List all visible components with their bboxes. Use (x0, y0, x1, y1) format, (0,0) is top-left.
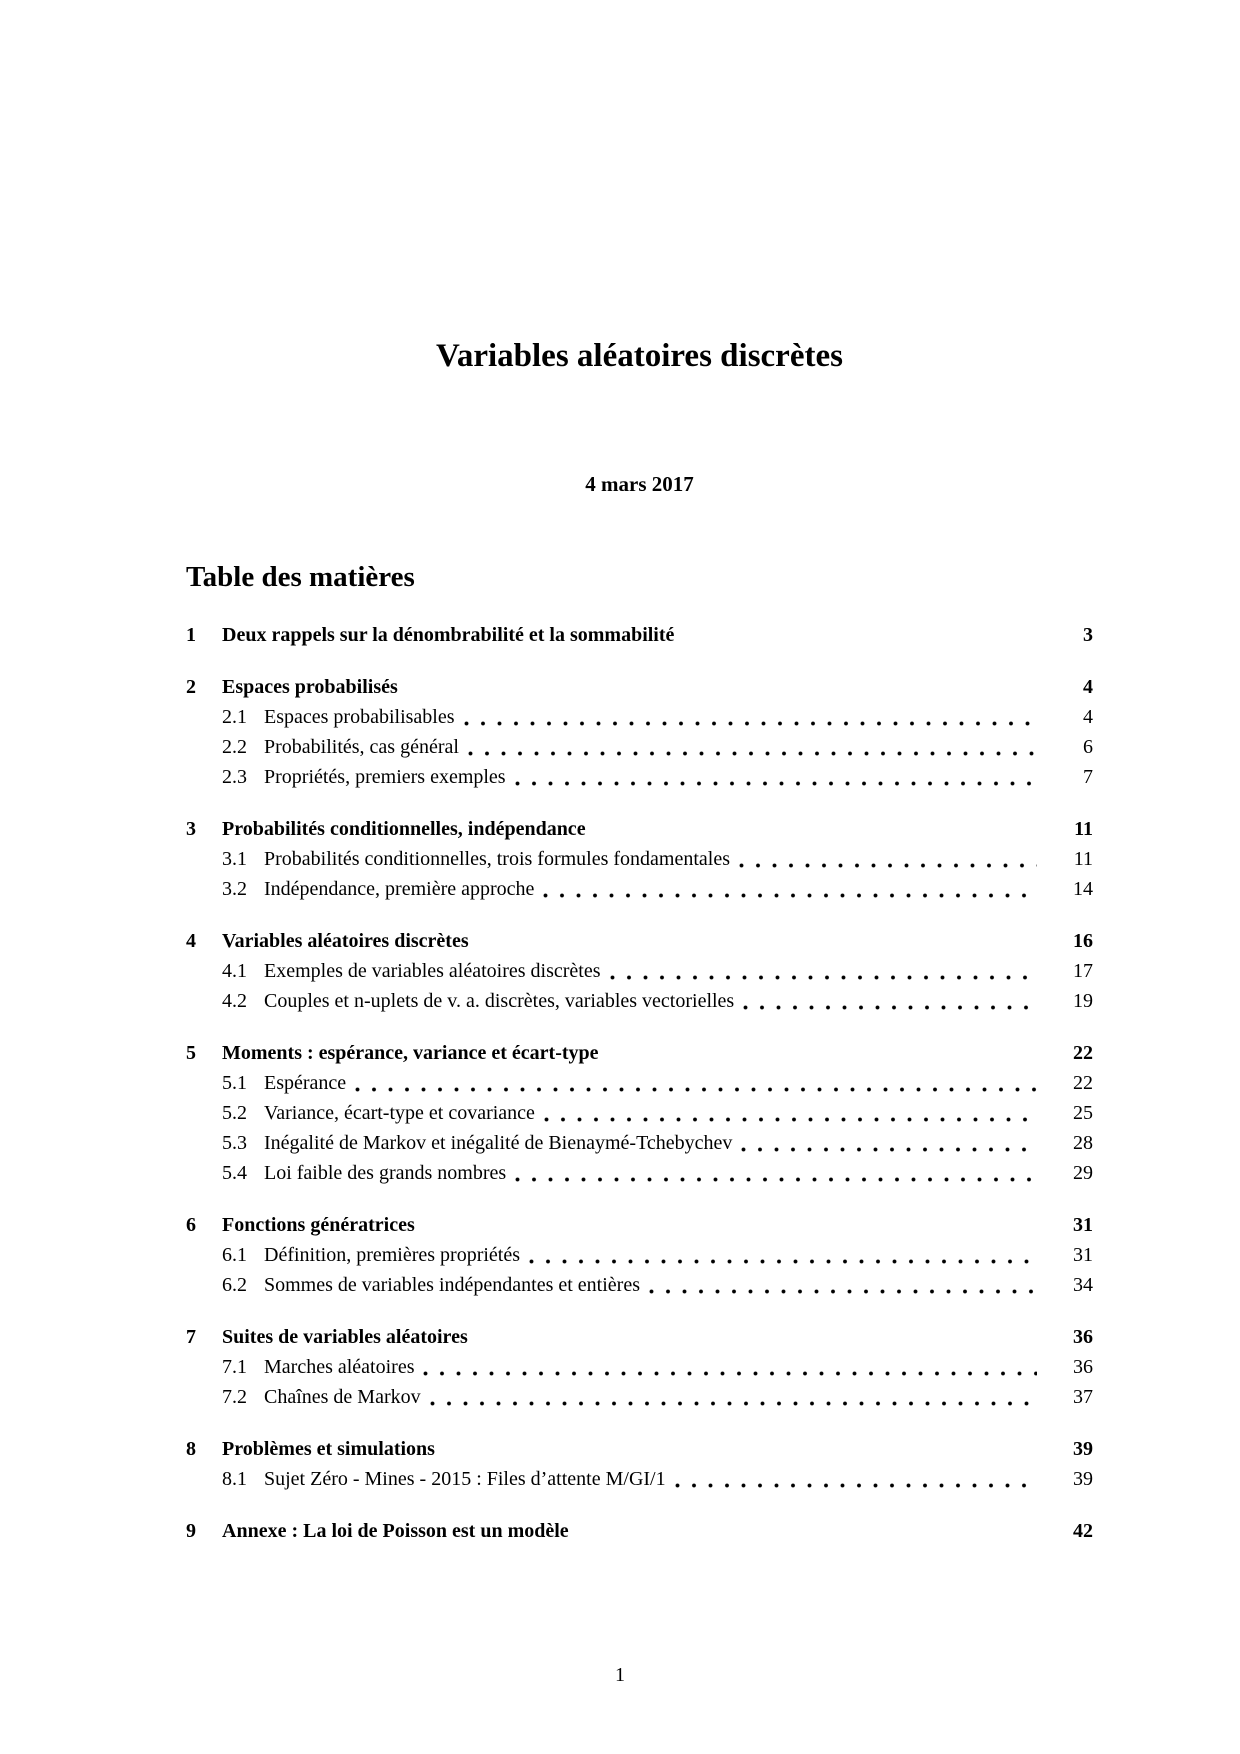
toc-entry-number: 5.1 (222, 1072, 247, 1095)
toc-entry (186, 1270, 1093, 1300)
footer-page-number: 1 (615, 1664, 625, 1686)
toc-dot-leader (544, 1098, 1037, 1128)
toc-entry-page: 4 (1083, 676, 1093, 699)
toc-entry (186, 1240, 1093, 1270)
toc-entry (186, 1068, 1093, 1098)
toc-entry-number: 8.1 (222, 1468, 247, 1491)
toc-entry-number: 2.2 (222, 736, 247, 759)
toc-entry-page: 19 (1073, 990, 1093, 1013)
toc-entry (186, 956, 1093, 986)
toc-entry-label: Probabilités, cas général (264, 736, 459, 759)
toc-entry-page: 22 (1073, 1072, 1093, 1095)
toc-entry-label: Variance, écart-type et covariance (264, 1102, 535, 1125)
toc-entry (186, 672, 1093, 702)
toc-entry-label: Suites de variables aléatoires (222, 1326, 468, 1349)
toc-entry (186, 1158, 1093, 1188)
toc-dot-leader (407, 672, 1037, 702)
toc-entry-number: 5.3 (222, 1132, 247, 1155)
toc-entry (186, 620, 1093, 650)
toc-entry-number: 2 (186, 676, 196, 699)
toc-entry (186, 814, 1093, 844)
toc-entry (186, 1210, 1093, 1240)
toc-entry-number: 4 (186, 930, 196, 953)
toc-dot-leader (515, 1158, 1037, 1188)
toc-entry (186, 1516, 1093, 1546)
toc-entry-label: Définition, premières propriétés (264, 1244, 521, 1267)
table-of-contents (186, 620, 1093, 1546)
toc-entry-label: Deux rappels sur la dénombrabilité et la sommabilité (222, 624, 675, 647)
toc-entry-page: 36 (1073, 1326, 1093, 1349)
toc-entry-page: 14 (1073, 878, 1093, 901)
toc-dot-leader (543, 874, 1037, 904)
toc-entry-number: 5.2 (222, 1102, 247, 1125)
toc-dot-leader (478, 926, 1037, 956)
toc-entry-page: 22 (1073, 1042, 1093, 1065)
toc-entry-page: 28 (1073, 1132, 1093, 1155)
toc-entry (186, 1382, 1093, 1412)
toc-entry-number: 7.2 (222, 1386, 247, 1409)
toc-entry-label: Espaces probabilisés (222, 676, 398, 699)
toc-entry-label: Espérance (264, 1072, 347, 1095)
toc-entry-label: Annexe : La loi de Poisson est un modèle (222, 1520, 569, 1543)
toc-dot-leader (743, 986, 1037, 1016)
toc-entry-label: Marches aléatoires (264, 1356, 415, 1379)
toc-entry (186, 1098, 1093, 1128)
toc-entry (186, 926, 1093, 956)
toc-entry-page: 36 (1073, 1356, 1093, 1379)
toc-entry (186, 1128, 1093, 1158)
toc-entry-label: Probabilités conditionnelles, indépendance (222, 818, 586, 841)
toc-entry-page: 25 (1073, 1102, 1093, 1125)
toc-entry (186, 1434, 1093, 1464)
toc-dot-leader (355, 1068, 1037, 1098)
toc-entry (186, 1352, 1093, 1382)
toc-entry (186, 1038, 1093, 1068)
toc-dot-leader (675, 1464, 1037, 1494)
toc-entry (186, 874, 1093, 904)
toc-entry-label: Moments : espérance, variance et écart-type (222, 1042, 599, 1065)
toc-entry-label: Fonctions génératrices (222, 1214, 415, 1237)
toc-entry-label: Exemples de variables aléatoires discrètes (264, 960, 601, 983)
toc-entry-number: 4.2 (222, 990, 247, 1013)
toc-entry-number: 6.2 (222, 1274, 247, 1297)
toc-entry-page: 11 (1073, 848, 1093, 871)
toc-entry-label: Chaînes de Markov (264, 1386, 421, 1409)
toc-entry-page: 4 (1083, 706, 1093, 729)
toc-entry-number: 2.1 (222, 706, 247, 729)
toc-entry-label: Problèmes et simulations (222, 1438, 435, 1461)
toc-dot-leader (424, 1210, 1037, 1240)
toc-heading: Table des matières (186, 561, 415, 594)
toc-entry (186, 732, 1093, 762)
toc-entry-number: 2.3 (222, 766, 247, 789)
toc-entry-number: 8 (186, 1438, 196, 1461)
toc-entry (186, 986, 1093, 1016)
toc-entry-number: 7.1 (222, 1356, 247, 1379)
toc-entry-page: 39 (1073, 1438, 1093, 1461)
toc-entry-number: 3.2 (222, 878, 247, 901)
toc-entry-number: 7 (186, 1326, 196, 1349)
toc-entry-page: 11 (1074, 818, 1093, 841)
toc-entry (186, 762, 1093, 792)
toc-entry-number: 5 (186, 1042, 196, 1065)
toc-dot-leader (610, 956, 1037, 986)
toc-dot-leader (444, 1434, 1037, 1464)
toc-dot-leader (423, 1352, 1037, 1382)
toc-entry-page: 31 (1073, 1244, 1093, 1267)
toc-entry-page: 39 (1073, 1468, 1093, 1491)
toc-entry-number: 6 (186, 1214, 196, 1237)
toc-entry-label: Espaces probabilisables (264, 706, 455, 729)
toc-entry-page: 37 (1073, 1386, 1093, 1409)
toc-dot-leader (739, 844, 1037, 874)
toc-dot-leader (741, 1128, 1037, 1158)
toc-entry-page: 29 (1073, 1162, 1093, 1185)
toc-dot-leader (464, 702, 1038, 732)
toc-entry-number: 9 (186, 1520, 196, 1543)
toc-entry-page: 42 (1073, 1520, 1093, 1543)
toc-dot-leader (430, 1382, 1037, 1412)
toc-entry-number: 4.1 (222, 960, 247, 983)
toc-entry-label: Inégalité de Markov et inégalité de Bienaymé-Tchebychev (264, 1132, 733, 1155)
toc-entry-page: 6 (1083, 736, 1093, 759)
toc-entry (186, 844, 1093, 874)
toc-entry-page: 17 (1073, 960, 1093, 983)
toc-entry-label: Sujet Zéro - Mines - 2015 : Files d’attente M/GI/1 (264, 1468, 666, 1491)
document-date: 4 mars 2017 (585, 471, 694, 496)
toc-entry-label: Probabilités conditionnelles, trois formules fondamentales (264, 848, 731, 871)
toc-entry-number: 6.1 (222, 1244, 247, 1267)
document-title: Variables aléatoires discrètes (436, 338, 843, 374)
toc-entry-page: 34 (1073, 1274, 1093, 1297)
toc-entry (186, 702, 1093, 732)
toc-entry-label: Indépendance, première approche (264, 878, 535, 901)
toc-entry-label: Variables aléatoires discrètes (222, 930, 469, 953)
toc-dot-leader (529, 1240, 1037, 1270)
toc-entry-number: 1 (186, 624, 196, 647)
toc-entry-number: 3.1 (222, 848, 247, 871)
toc-entry-page: 16 (1073, 930, 1093, 953)
toc-entry-label: Sommes de variables indépendantes et entières (264, 1274, 640, 1297)
toc-entry-page: 31 (1073, 1214, 1093, 1237)
toc-entry-label: Propriétés, premiers exemples (264, 766, 506, 789)
toc-dot-leader (477, 1322, 1037, 1352)
toc-entry-number: 3 (186, 818, 196, 841)
toc-dot-leader (578, 1516, 1037, 1546)
toc-entry-label: Loi faible des grands nombres (264, 1162, 507, 1185)
toc-dot-leader (468, 732, 1037, 762)
toc-dot-leader (649, 1270, 1037, 1300)
toc-entry-number: 5.4 (222, 1162, 247, 1185)
toc-dot-leader (595, 814, 1037, 844)
toc-entry-label: Couples et n-uplets de v. a. discrètes, variables vectorielles (264, 990, 735, 1013)
toc-entry-page: 3 (1083, 624, 1093, 647)
toc-dot-leader (608, 1038, 1037, 1068)
toc-dot-leader (683, 620, 1037, 650)
toc-entry-page: 7 (1083, 766, 1093, 789)
toc-dot-leader (515, 762, 1037, 792)
toc-entry (186, 1464, 1093, 1494)
toc-entry (186, 1322, 1093, 1352)
